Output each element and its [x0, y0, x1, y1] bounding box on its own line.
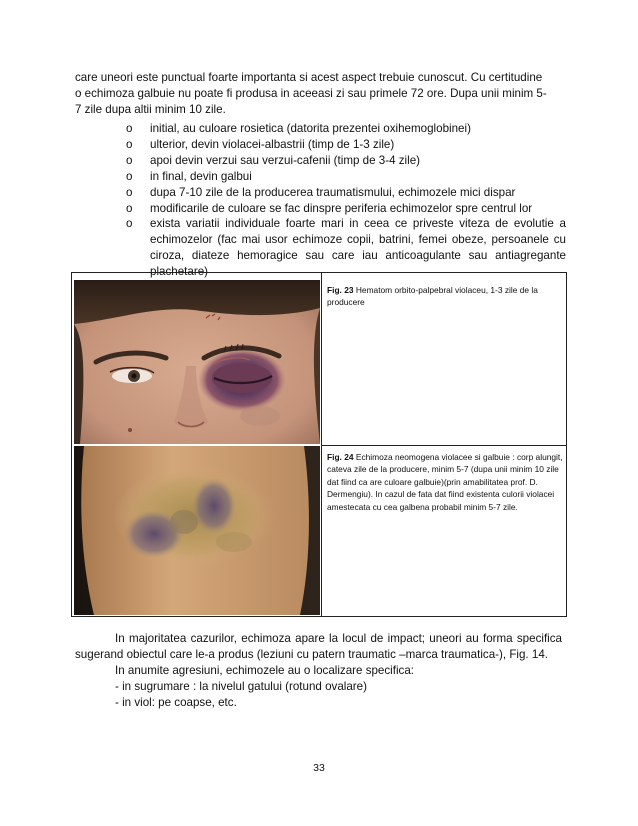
list-item-text: initial, au culoare rosietica (datorita prezentei oxihemoglobinei): [150, 122, 471, 135]
localization-item: - in viol: pe coapse, etc.: [115, 696, 237, 709]
impact-paragraph: In majoritatea cazurilor, echimoza apare la locul de impact; uneori au forma specifica sugerand obiectul care le-a produs (leziuni cu patern traumatic –marca traumatica-), Fig. 14.: [75, 632, 562, 661]
figure-23-caption: [327, 284, 563, 309]
bullet-marker: o: [126, 137, 133, 151]
list-item: [126, 185, 566, 201]
list-item-text: in final, devin galbui: [150, 169, 252, 183]
bullet-marker: o: [126, 169, 133, 183]
list-item-text: ulterior, devin violacei-albastrii (timp de 1-3 zile): [150, 137, 395, 151]
list-item-text: exista variatii individuale foarte mari in ceea ce priveste viteza de evolutie a echimozelor (fac mai usor echimoze copii, batrini, femei obeze, persoanele cu ciroza, diateze hemoragice sau care iau anticoagulante sau antiagregante plachetare): [150, 217, 566, 279]
list-item: [126, 121, 566, 137]
localization-paragraph: In anumite agresiuni, echimozele au o localizare specifica:: [115, 664, 415, 677]
bullet-marker: o: [126, 201, 133, 215]
figure-24-caption: [327, 451, 563, 513]
intro-line: o echimoza galbuie nu poate fi produsa in aceeasi zi sau primele 72 ore. Dupa unii minim 5-: [75, 87, 547, 100]
list-item-text: modificarile de culoare se fac dinspre periferia echimozelor spre centrul lor: [150, 201, 533, 215]
list-item-text: dupa 7-10 zile de la producerea traumatismului, echimozele mici dispar: [150, 185, 516, 199]
figure-caption-text: Hematom orbito-palpebral violaceu, 1-3 zile de la producere: [327, 285, 538, 308]
arm-bruise-image: [74, 446, 320, 615]
list-item: [126, 153, 566, 169]
figure-label: Fig. 23: [327, 285, 354, 295]
bullet-marker: o: [126, 185, 133, 199]
intro-line: 7 zile dupa altii minim 10 zile.: [75, 103, 226, 116]
figure-23-photo: [74, 280, 320, 444]
list-item: [126, 137, 566, 153]
figure-24-photo: [74, 446, 320, 615]
bottom-text: [75, 631, 562, 711]
bullet-marker: o: [126, 122, 133, 135]
table-divider: [321, 445, 566, 446]
face-hematoma-image: [74, 280, 320, 444]
intro-paragraph: [75, 70, 563, 118]
bullet-marker: o: [126, 217, 133, 231]
page-number: 33: [313, 762, 325, 774]
list-item: [126, 169, 566, 185]
figure-caption-text: Echimoza neomogena violacee si galbuie : corp alungit, cateva zile de la producere, minim 5-7 (dupa unii minim 10 zile dat fiind ca are culoare galbuie)(prin amabilitatea prof. D. Dermengiu). In cazul de fata dat fiind existenta culorii violacei amestecata cu cea galbena probabil minim 5-7 zile.: [327, 452, 563, 512]
color-evolution-list: [126, 121, 566, 280]
list-item: [126, 216, 566, 280]
figure-label: Fig. 24: [327, 452, 354, 462]
list-item-text: apoi devin verzui sau verzui-cafenii (timp de 3-4 zile): [150, 153, 420, 167]
list-item: [126, 201, 566, 217]
figure-table: [71, 272, 567, 617]
intro-line: care uneori este punctual foarte importanta si acest aspect trebuie cunoscut. Cu certitudine: [75, 71, 543, 84]
bullet-marker: o: [126, 153, 133, 167]
localization-item: - in sugrumare : la nivelul gatului (rotund ovalare): [115, 680, 367, 693]
